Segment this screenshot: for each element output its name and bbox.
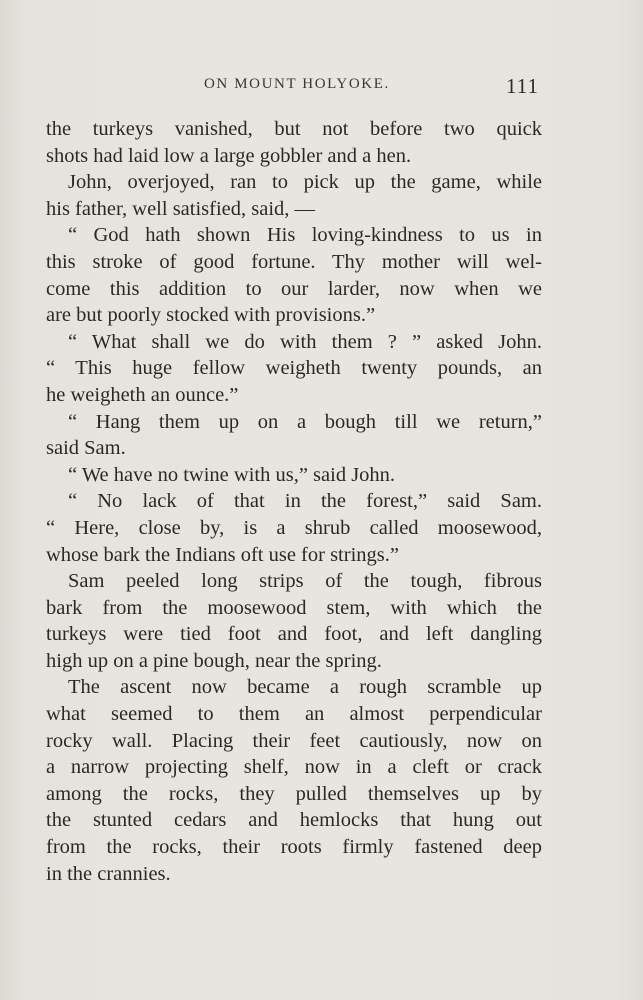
text-line: Sam peeled long strips of the tough, fibrous: [68, 570, 542, 593]
text-line: this stroke of good fortune. Thy mother will wel-: [46, 250, 542, 273]
text-line: “ God hath shown His loving-kindness to us in: [68, 224, 542, 247]
text-line: “ This huge fellow weigheth twenty pounds, an: [46, 357, 542, 380]
text-line: The ascent now became a rough scramble up: [68, 676, 542, 699]
text-line: said Sam.: [46, 437, 126, 460]
text-line: “ Hang them up on a bough till we return,”: [68, 410, 542, 433]
running-head: [0, 74, 643, 100]
text-line: he weigheth an ounce.”: [46, 383, 239, 406]
text-line: what seemed to them an almost perpendicular: [46, 703, 542, 726]
text-line: “ We have no twine with us,” said John.: [68, 463, 396, 486]
text-line: rocky wall. Placing their feet cautiously, now on: [46, 729, 542, 752]
text-line: “ What shall we do with them ? ” asked John.: [68, 330, 542, 353]
text-line: “ Here, close by, is a shrub called moosewood,: [46, 516, 542, 539]
text-line: turkeys were tied foot and foot, and left dangling: [46, 623, 542, 646]
text-line: shots had laid low a large gobbler and a hen.: [46, 144, 412, 167]
text-line: from the rocks, their roots firmly fastened deep: [46, 836, 542, 859]
text-line: bark from the moosewood stem, with which the: [46, 596, 542, 619]
running-title: ON MOUNT HOLYOKE.: [204, 76, 390, 92]
text-line: John, overjoyed, ran to pick up the game, while: [68, 171, 542, 194]
text-line: high up on a pine bough, near the spring.: [46, 649, 382, 672]
text-line: come this addition to our larder, now when we: [46, 277, 542, 300]
text-line: whose bark the Indians oft use for strings.”: [46, 543, 399, 566]
text-line: the turkeys vanished, but not before two quick: [46, 118, 542, 140]
page-number: 111: [506, 74, 539, 98]
text-line: among the rocks, they pulled themselves up by: [46, 782, 542, 805]
text-line: are but poorly stocked with provisions.”: [46, 304, 376, 327]
text-line: his father, well satisfied, said, —: [46, 197, 316, 220]
body-text: [46, 116, 542, 887]
text-line: a narrow projecting shelf, now in a cleft or crack: [46, 756, 542, 779]
text-line: in the crannies.: [46, 862, 171, 885]
text-line: the stunted cedars and hemlocks that hung out: [46, 809, 542, 832]
text-line: “ No lack of that in the forest,” said Sam.: [68, 490, 542, 513]
